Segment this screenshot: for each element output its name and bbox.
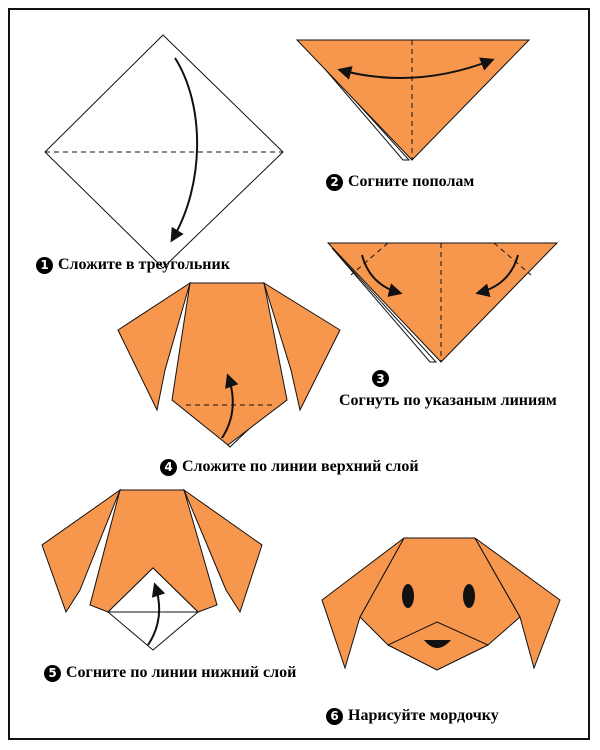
- step-1-badge: 1: [36, 257, 53, 274]
- orange-triangle: [328, 243, 557, 362]
- step-4-text: Сложите по линии верхний слой: [182, 458, 419, 475]
- step-6-figure: [322, 538, 560, 670]
- step-3-label: [339, 392, 557, 410]
- step-6-text: Нарисуйте мордочку: [348, 707, 499, 724]
- white-chin: [108, 612, 198, 650]
- step-5-badge: 5: [44, 665, 61, 682]
- step-4-label: [160, 458, 419, 476]
- step-1-text: Сложите в треугольник: [58, 256, 230, 273]
- step-6-label: [326, 707, 499, 725]
- step-4-figure: [118, 283, 340, 447]
- step-2-badge: 2: [326, 174, 343, 191]
- step-3-text: Согнуть по указаным линиям: [339, 392, 557, 409]
- step-2-figure: [297, 40, 529, 160]
- left-eye: [402, 584, 414, 608]
- right-eye: [463, 584, 475, 608]
- step-2-text: Согните пополам: [348, 173, 475, 190]
- step-3-badge: 3: [372, 370, 389, 387]
- step-1-label: [36, 256, 230, 274]
- step-5-label: [44, 664, 296, 682]
- step-6-badge: 6: [326, 708, 343, 725]
- step-2-label: [326, 173, 474, 191]
- step-5-figure: [42, 490, 262, 650]
- step-4-badge: 4: [160, 459, 177, 476]
- step-3-figure: [328, 243, 557, 362]
- step-5-text: Согните по линии нижний слой: [66, 664, 297, 681]
- orange-triangle: [297, 40, 529, 160]
- step-1-figure: [45, 35, 283, 268]
- step-3-badge-row: [372, 370, 389, 387]
